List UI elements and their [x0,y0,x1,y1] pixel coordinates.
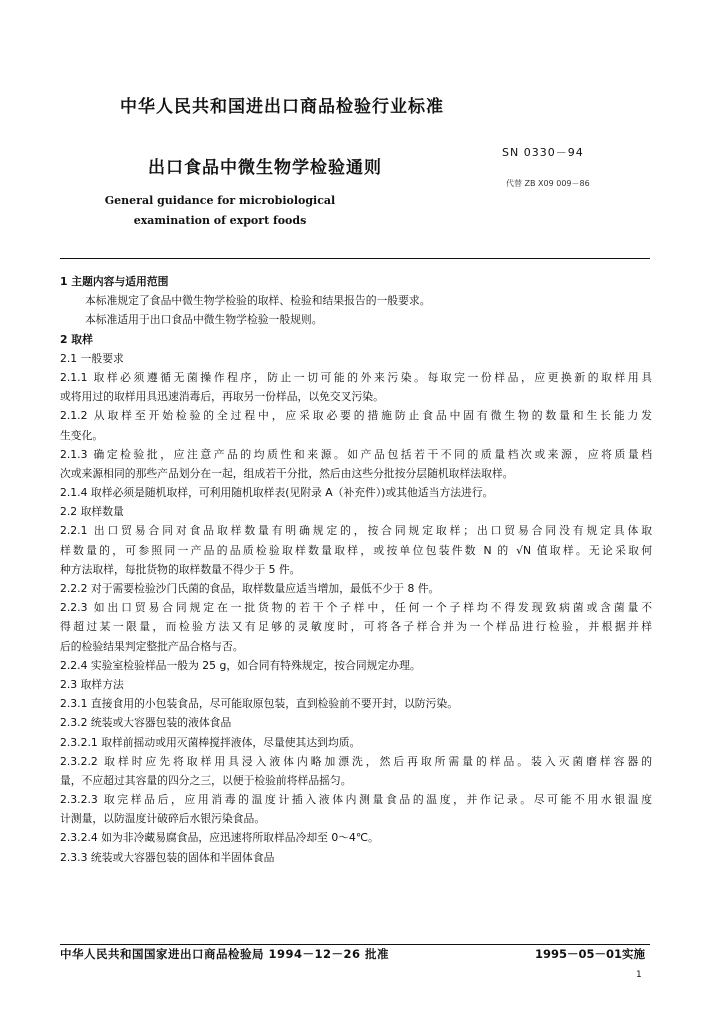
body-line: 得超过某一限量，而检验方法又有足够的灵敏度时，可将各子样合并为一个样品进行检验，并根据并样 [60,620,652,634]
body-line: 本标准适用于出口食品中微生物学检验一般规则。 [85,313,323,327]
body-line: 2.2.1 出口贸易合同对食品取样数量有明确规定的，按合同规定取样；出口贸易合同没有规定具体取 [60,524,652,538]
body-line: 2.2.2 对于需要检验沙门氏菌的食品，取样数量应适当增加，最低不少于 8 件。 [60,582,440,595]
body-line: 2.1.3 确定检验批，应注意产品的均质性和来源。如产品包括若干不同的质量档次或来源，应将质量档 [60,447,652,461]
document-body [60,272,652,867]
body-line: 次或来源相同的那些产品划分在一起，组成若干分批，然后由这些分批按分层随机取样法取样。 [60,466,514,480]
english-title-line-2: examination of export foods [133,214,307,227]
body-line: 生变化。 [60,428,104,442]
section-heading: 1 主题内容与适用范围 [60,275,169,288]
body-line: 2.3.2.2 取样时应先将取样用具浸入液体内略加漂洗，然后再取所需量的样品。装入灭菌磨样容器的 [60,754,652,768]
footer-divider [60,944,650,945]
subsection-heading: 2.3 取样方法 [60,677,124,691]
body-line: 量，不应超过其容量的四分之三，以便于检验前将样品摇匀。 [60,773,352,787]
body-line: 本标准规定了食品中微生物学检验的取样、检验和结果报告的一般要求。 [85,294,431,308]
body-line: 2.3.1 直接食用的小包装食品，尽可能取原包装，直到检验前不要开封，以防污染。 [60,697,458,711]
section-heading: 2 取样 [60,332,93,346]
approval-authority: 中华人民共和国国家进出口商品检验局 1994－12－26 批准 [60,947,390,961]
body-line: 2.3.2 统装或大容器包装的液体食品 [60,716,232,730]
body-line: 2.2.3 如出口贸易合同规定在一批货物的若干个子样中，任何一个子样均不得发现致病菌或含菌量不 [60,601,652,615]
body-line: 2.3.3 统装或大容器包装的固体和半固体食品 [60,850,275,864]
standard-code: SN 0330－94 [502,146,584,159]
standard-organization-title: 中华人民共和国进出口商品检验行业标准 [120,97,444,117]
implementation-date: 1995－05－01实施 [535,947,646,961]
body-line: 2.1.1 取样必须遵循无菌操作程序，防止一切可能的外来污染。每取完一份样品，应更换新的取样用具 [60,370,652,384]
body-line: 种方法取样，每批货物的取样数量不得少于 5 件。 [60,562,301,576]
body-line: 后的检验结果判定整批产品合格与否。 [60,639,244,653]
body-line: 2.3.2.3 取完样品后，应用消毒的温度计插入液体内测量食品的温度，并作记录。尽可能不用水银温度 [60,793,652,807]
body-line: 2.3.2.1 取样前摇动或用灭菌棒搅拌液体，尽量使其达到均质。 [60,735,361,749]
body-line: 2.2.4 实验室检验样品一般为 25 g，如合同有特殊规定，按合同规定办理。 [60,658,421,672]
subsection-heading: 2.1 一般要求 [60,351,124,365]
body-line: 2.3.2.4 如为非冷藏易腐食品，应迅速将所取样品冷却至 0～4℃。 [60,831,379,845]
subsection-heading: 2.2 取样数量 [60,505,124,519]
document-title: 出口食品中微生物学检验通则 [148,158,382,178]
replaces-standard: 代替 ZB X09 009－86 [506,179,590,188]
body-line: 计测量，以防温度计破碎后水银污染食品。 [60,812,266,826]
body-line: 样数量的，可参照同一产品的品质检验取样数量取样，或按单位包装件数 N 的 √N 值取样。无论采取何 [60,543,652,557]
body-line: 2.1.2 从取样至开始检验的全过程中，应采取必要的措施防止食品中固有微生物的数量和生长能力发 [60,409,652,423]
body-line: 2.1.4 取样必须是随机取样，可利用随机取样表(见附录 A（补充件）)或其他适当方法进行。 [60,486,494,500]
body-line: 或将用过的取样用具迅速消毒后，再取另一份样品，以免交叉污染。 [60,390,384,404]
header-divider [60,258,650,259]
page-number: 1 [636,970,642,980]
english-title-line-1: General guidance for microbiological [104,194,336,207]
